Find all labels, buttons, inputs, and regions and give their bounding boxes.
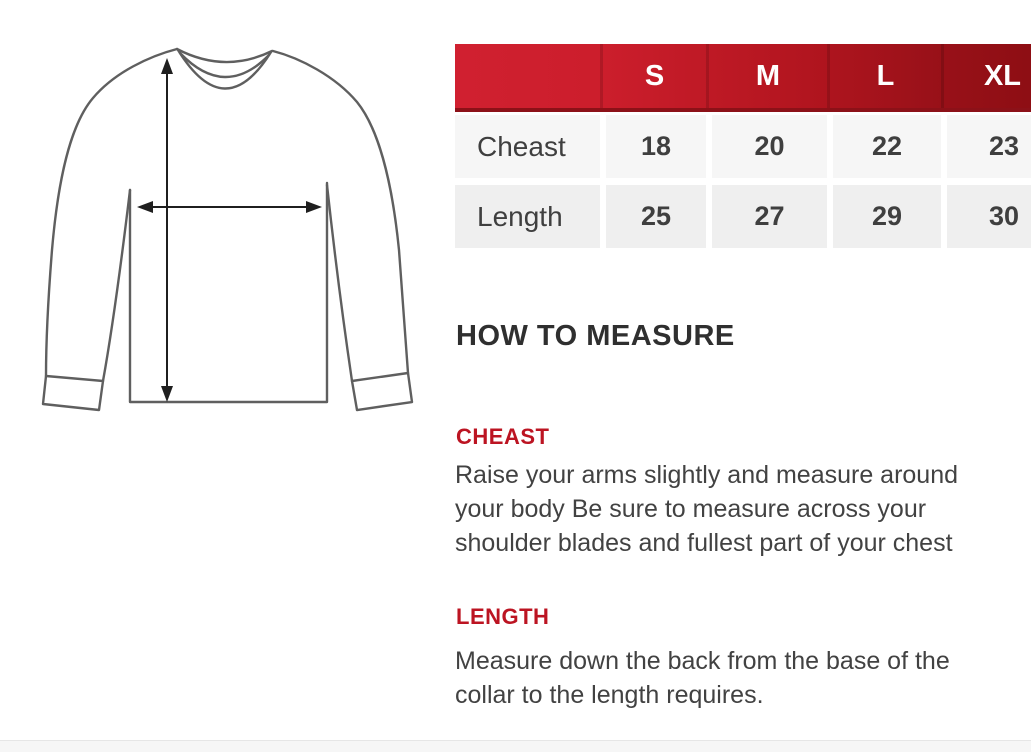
header-size-l: L — [827, 44, 941, 108]
cheast-section-heading: CHEAST — [456, 424, 550, 449]
collar-top-edge — [177, 49, 272, 62]
length-value-m: 27 — [706, 185, 827, 248]
length-value-l: 29 — [827, 185, 941, 248]
left-cuff — [43, 376, 103, 410]
length-section-heading: LENGTH — [456, 604, 550, 629]
size-table — [455, 44, 1031, 248]
header-empty-cell — [455, 44, 600, 108]
size-table-header — [455, 44, 1031, 112]
table-row-length — [455, 185, 1031, 248]
cheast-section-text — [455, 458, 1031, 560]
shirt-body-hem — [130, 183, 327, 402]
cheast-text-line: shoulder blades and fullest part of your chest — [455, 529, 953, 557]
shirt-right-inner-sleeve — [327, 185, 352, 381]
bottom-band — [0, 740, 1031, 752]
header-size-m: M — [706, 44, 827, 108]
right-cuff — [352, 373, 412, 410]
how-to-measure-title: HOW TO MEASURE — [456, 320, 735, 352]
length-value-s: 25 — [600, 185, 706, 248]
length-text-line: Measure down the back from the base of the — [455, 647, 950, 675]
length-text-line: collar to the length requires. — [455, 681, 764, 709]
length-arrow — [161, 58, 173, 402]
table-row-cheast — [455, 115, 1031, 178]
length-section-text — [455, 644, 1031, 712]
cheast-text-line: Raise your arms slightly and measure around — [455, 461, 959, 489]
shirt-left-inner-sleeve — [103, 190, 130, 381]
length-value-xl: 30 — [941, 185, 1031, 248]
row-label-length: Length — [455, 185, 600, 248]
row-label-cheast: Cheast — [455, 115, 600, 178]
cheast-text-line: your body Be sure to measure across your — [455, 495, 927, 523]
chest-arrow — [137, 201, 322, 213]
cheast-value-m: 20 — [706, 115, 827, 178]
header-size-xl: XL — [941, 44, 1031, 108]
shirt-diagram — [0, 0, 450, 460]
cheast-value-l: 22 — [827, 115, 941, 178]
header-size-s: S — [600, 44, 706, 108]
cheast-value-xl: 23 — [941, 115, 1031, 178]
shirt-right-shoulder-sleeve — [273, 51, 408, 373]
cheast-value-s: 18 — [600, 115, 706, 178]
